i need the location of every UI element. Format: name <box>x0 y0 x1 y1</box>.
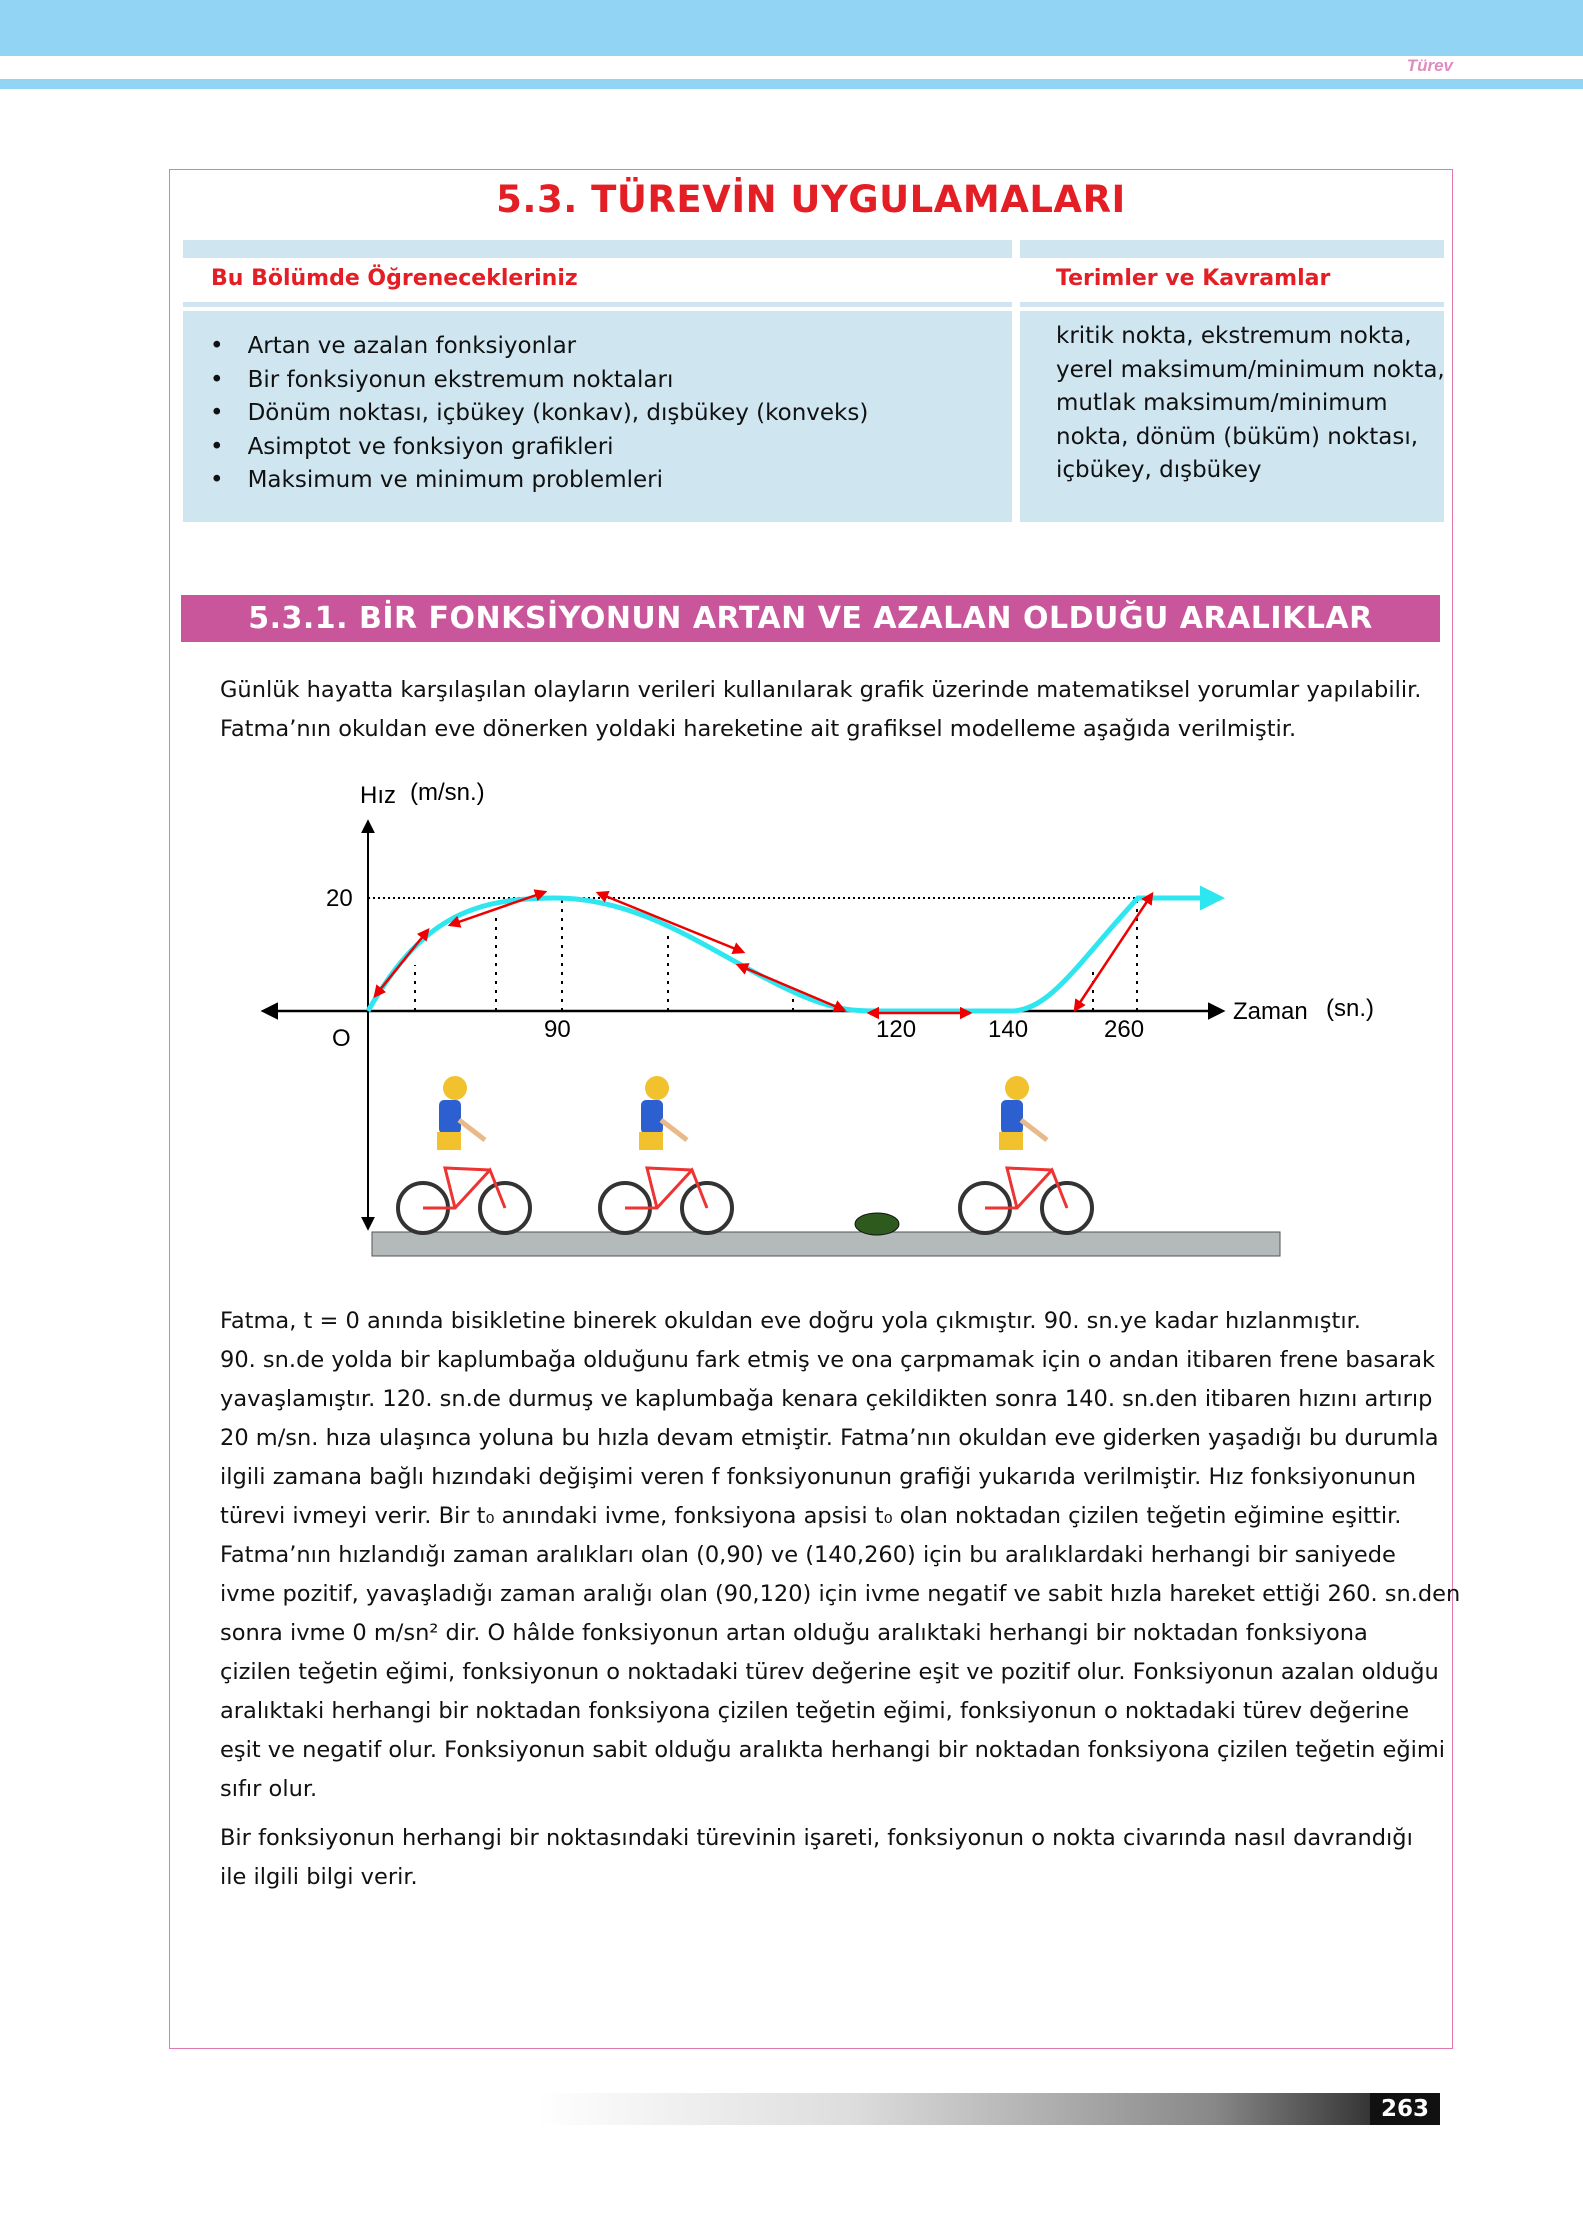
header-bar <box>0 0 1583 56</box>
header-stripe <box>0 79 1583 89</box>
learn-strip <box>183 240 1012 258</box>
divider <box>183 302 1012 307</box>
conclusion-paragraph <box>220 1819 1413 1897</box>
body-paragraph <box>220 1302 1460 1809</box>
x-axis-label: Zaman <box>1233 998 1308 1025</box>
text-line: ilgili zamana bağlı hızındaki değişimi veren f fonksiyonunun grafiği yukarıda verilmiştir. Hız fonksiyonunun <box>220 1464 1416 1490</box>
text-line: Fatma, t = 0 anında bisikletine binerek okuldan eve doğru yola çıkmıştır. 90. sn.ye kadar hızlanmıştır. <box>220 1308 1361 1334</box>
cyclist-icon <box>398 1076 530 1233</box>
list-item: • Maksimum ve minimum problemleri <box>210 464 868 498</box>
text-line: sonra ivme 0 m/sn² dir. O hâlde fonksiyonun artan olduğu aralıktaki herhangi bir noktadan fonksiyona <box>220 1620 1368 1646</box>
text-line: Fatma’nın okuldan eve dönerken yoldaki hareketine ait grafiksel modelleme aşağıda verilmiştir. <box>220 716 1297 742</box>
learn-list <box>210 330 868 498</box>
y-tick-label: 20 <box>326 885 353 912</box>
terms-line: kritik nokta, ekstremum nokta, <box>1056 323 1412 349</box>
text-line: türevi ivmeyi verir. Bir t₀ anındaki ivme, fonksiyona apsisi t₀ olan noktadan çizilen teğetin eğimine eşittir. <box>220 1503 1402 1529</box>
terms-list <box>1056 320 1445 488</box>
text-line: Fatma’nın hızlandığı zaman aralıkları olan (0,90) ve (140,260) için bu aralıklardaki herhangi bir saniyede <box>220 1542 1396 1568</box>
turtle-icon <box>855 1213 899 1235</box>
text-line: aralıktaki herhangi bir noktadan fonksiyona çizilen teğetin eğimi, fonksiyonun o noktadaki türev değerine <box>220 1698 1410 1724</box>
terms-heading: Terimler ve Kavramlar <box>1056 266 1331 291</box>
x-tick-label: 90 <box>544 1016 571 1043</box>
road <box>372 1232 1280 1256</box>
list-item: • Artan ve azalan fonksiyonlar <box>210 330 868 364</box>
list-item: • Bir fonksiyonun ekstremum noktaları <box>210 364 868 398</box>
text-line: sıfır olur. <box>220 1776 318 1802</box>
divider <box>1020 302 1444 307</box>
text-line: eşit ve negatif olur. Fonksiyonun sabit olduğu aralıkta herhangi bir noktadan fonksiyona çizilen teğetin eğimi <box>220 1737 1446 1763</box>
list-item: • Dönüm noktası, içbükey (konkav), dışbükey (konveks) <box>210 397 868 431</box>
x-tick-label: 260 <box>1104 1016 1145 1043</box>
text-line: yavaşlamıştır. 120. sn.de durmuş ve kaplumbağa kenara çekildikten sonra 140. sn.den itibaren hızını artırıp <box>220 1386 1433 1412</box>
y-axis-unit: (m/sn.) <box>410 779 485 806</box>
terms-line: mutlak maksimum/minimum <box>1056 390 1388 416</box>
speed-time-graph <box>240 760 1390 1280</box>
list-item: • Asimptot ve fonksiyon grafikleri <box>210 431 868 465</box>
y-axis-label: Hız <box>360 782 396 809</box>
cyclist-icon <box>960 1076 1092 1233</box>
chapter-label: Türev <box>1406 56 1453 75</box>
footer-bar <box>536 2093 1440 2125</box>
terms-line: içbükey, dışbükey <box>1056 457 1262 483</box>
x-tick-label: 120 <box>876 1016 917 1043</box>
terms-strip <box>1020 240 1444 258</box>
cyclist-icon <box>600 1076 732 1233</box>
text-line: ivme pozitif, yavaşladığı zaman aralığı olan (90,120) için ivme negatif ve sabit hızla hareket ettiği 260. sn.den <box>220 1581 1461 1607</box>
text-line: Günlük hayatta karşılaşılan olayların verileri kullanılarak grafik üzerinde matematiksel yorumlar yapılabilir. <box>220 677 1422 703</box>
terms-line: nokta, dönüm (büküm) noktası, <box>1056 423 1419 450</box>
learn-heading: Bu Bölümde Öğrenecekleriniz <box>211 266 578 291</box>
text-line: 90. sn.de yolda bir kaplumbağa olduğunu fark etmiş ve ona çarpmamak için o andan itibaren frene basarak <box>220 1347 1436 1373</box>
intro-paragraph <box>220 671 1421 749</box>
x-axis-unit: (sn.) <box>1326 995 1374 1022</box>
origin-label: O <box>332 1025 351 1052</box>
tangent-arrows <box>375 892 1152 1013</box>
tangent-guides <box>415 900 1137 1011</box>
text-line: ile ilgili bilgi verir. <box>220 1864 418 1890</box>
text-line: 20 m/sn. hıza ulaşınca yoluna bu hızla devam etmiştir. Fatma’nın okuldan eve giderken yaşadığı bu durumla <box>220 1425 1439 1451</box>
text-line: Bir fonksiyonun herhangi bir noktasındaki türevinin işareti, fonksiyonun o nokta civarında nasıl davrandığı <box>220 1825 1413 1851</box>
page-title: 5.3. TÜREVİN UYGULAMALARI <box>496 178 1126 221</box>
x-tick-label: 140 <box>988 1016 1029 1043</box>
text-line: çizilen teğetin eğimi, fonksiyonun o noktadaki türev değerine eşit ve pozitif olur. Fonksiyonun azalan olduğu <box>220 1659 1439 1685</box>
terms-line: yerel maksimum/minimum nokta, <box>1056 356 1445 383</box>
page-number: 263 <box>1370 2093 1440 2125</box>
section-banner: 5.3.1. BİR FONKSİYONUN ARTAN VE AZALAN OLDUĞU ARALIKLAR <box>181 595 1440 642</box>
